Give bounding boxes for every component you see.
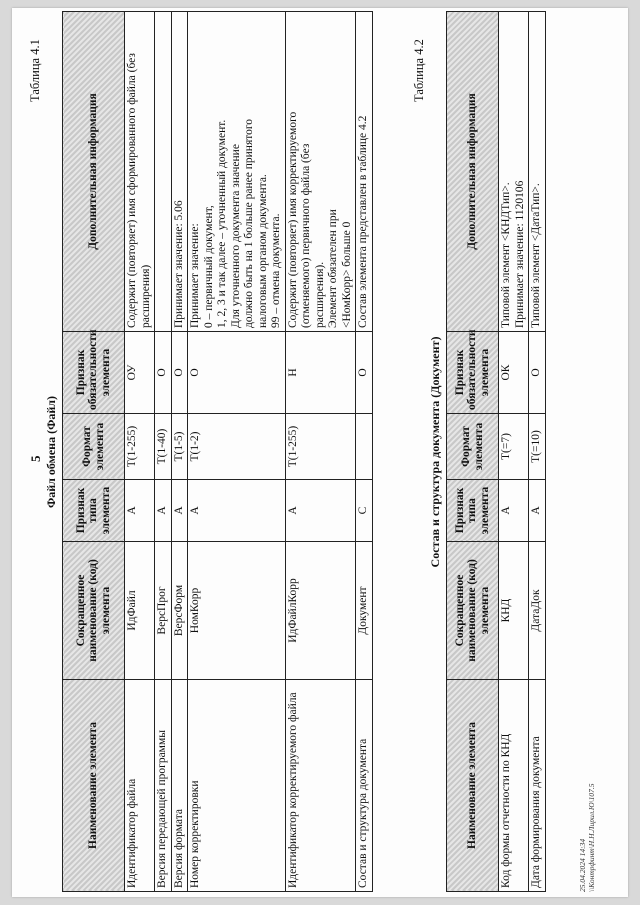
header-cell: Формат элемента bbox=[63, 414, 125, 480]
table2-header-row bbox=[447, 12, 499, 892]
info-line: Для уточненного документа значение bbox=[229, 144, 242, 328]
info-line: Состав элемента представлен в таблице 4.2 bbox=[357, 115, 369, 328]
table1 bbox=[62, 11, 373, 892]
element-required-cell: Н bbox=[285, 332, 356, 414]
element-type-cell: А bbox=[155, 480, 172, 542]
header-cell: Признак обязательности элемента bbox=[63, 332, 125, 414]
info-line: должно быть на 1 больше ранее принятого bbox=[243, 118, 255, 328]
element-format-cell: T(1-2) bbox=[188, 414, 286, 480]
element-format-cell bbox=[356, 414, 373, 480]
info-line: Принимает значение: bbox=[189, 223, 201, 328]
info-line: Содержит (повторяет) имя корректируемого bbox=[286, 111, 299, 328]
element-code-cell: ВерсПрог bbox=[155, 542, 172, 680]
table-row bbox=[171, 12, 188, 892]
info-line: 1, 2, 3 и так далее – уточненный документ. bbox=[216, 119, 228, 328]
element-type-cell: А bbox=[529, 480, 546, 542]
element-required-cell: О bbox=[529, 332, 546, 414]
element-name-cell: Код формы отчетности по КНД bbox=[499, 680, 529, 892]
element-format-cell: T(=10) bbox=[529, 414, 546, 480]
info-line: Содержит (повторяет) имя сформированного файла (без расширения) bbox=[126, 53, 152, 328]
table1-header-row bbox=[63, 12, 125, 892]
info-line: налоговым органом документа. bbox=[256, 174, 269, 328]
element-name-cell: Версия формата bbox=[171, 680, 188, 892]
element-required-cell: О bbox=[155, 332, 172, 414]
element-type-cell: А bbox=[188, 480, 286, 542]
element-code-cell: ИдФайлКорр bbox=[285, 542, 356, 680]
table-row bbox=[499, 12, 529, 892]
element-format-cell: T(1-40) bbox=[155, 414, 172, 480]
footer-date: 25.04.2024 14:34 bbox=[578, 838, 587, 892]
table-row bbox=[356, 12, 373, 892]
element-required-cell: ОК bbox=[499, 332, 529, 414]
header-cell: Формат элемента bbox=[447, 414, 499, 480]
element-name-cell: Версия передающей программы bbox=[155, 680, 172, 892]
header-cell: Признак обязательности элемента bbox=[447, 332, 499, 414]
element-required-cell: О bbox=[188, 332, 286, 414]
additional-info-cell bbox=[171, 12, 188, 332]
info-line: Элемент обязателен при bbox=[327, 209, 339, 328]
table-row bbox=[155, 12, 172, 892]
header-cell: Признак типа элемента bbox=[63, 480, 125, 542]
header-cell: Наименование элемента bbox=[447, 680, 499, 892]
table2-label: Таблица 4.2 bbox=[412, 39, 426, 102]
additional-info-cell bbox=[356, 12, 373, 332]
table1-caption: Файл обмена (Файл) bbox=[44, 395, 58, 509]
additional-info-cell bbox=[499, 12, 529, 332]
info-line: 0 – первичный документ, bbox=[202, 205, 215, 328]
element-format-cell: T(=7) bbox=[499, 414, 529, 480]
element-required-cell: ОУ bbox=[125, 332, 155, 414]
info-line: расширения). bbox=[313, 261, 326, 328]
header-cell: Сокращенное наименование (код) элемента bbox=[447, 542, 499, 680]
table-row bbox=[125, 12, 155, 892]
additional-info-cell bbox=[188, 12, 286, 332]
info-line: Типовой элемент <КНДТип>. bbox=[500, 182, 512, 328]
footer-stamp bbox=[578, 783, 596, 892]
additional-info-cell bbox=[529, 12, 546, 332]
element-code-cell: КНД bbox=[499, 542, 529, 680]
element-required-cell: О bbox=[356, 332, 373, 414]
table-row bbox=[285, 12, 356, 892]
page-number: 5 bbox=[28, 455, 43, 462]
element-format-cell: T(1-255) bbox=[285, 414, 356, 480]
document-page bbox=[12, 8, 628, 897]
info-line: (отменяемого) первичного файла (без bbox=[300, 143, 312, 328]
table1-label: Таблица 4.1 bbox=[28, 39, 42, 102]
element-name-cell: Дата формирования документа bbox=[529, 680, 546, 892]
header-cell: Наименование элемента bbox=[63, 680, 125, 892]
element-name-cell: Состав и структура документа bbox=[356, 680, 373, 892]
element-format-cell: T(1-255) bbox=[125, 414, 155, 480]
additional-info-cell bbox=[155, 12, 172, 332]
info-line: Принимает значение: 5.06 bbox=[172, 200, 185, 328]
rotated-content bbox=[22, 12, 622, 892]
element-code-cell: ИдФайл bbox=[125, 542, 155, 680]
info-line: Принимает значение: 1120106 bbox=[513, 180, 526, 328]
table2-caption: Состав и структура документа (Документ) bbox=[428, 336, 442, 568]
header-cell: Признак типа элемента bbox=[447, 480, 499, 542]
table-row bbox=[529, 12, 546, 892]
info-line: 99 – отмена документа. bbox=[270, 213, 282, 328]
table2 bbox=[446, 11, 546, 892]
element-required-cell: О bbox=[171, 332, 188, 414]
table-row bbox=[188, 12, 286, 892]
element-type-cell: А bbox=[499, 480, 529, 542]
info-line: <НомКорр> больше 0 bbox=[340, 221, 353, 328]
header-cell: Дополнительная информация bbox=[447, 12, 499, 332]
element-format-cell: T(1-5) bbox=[171, 414, 188, 480]
element-code-cell: ДатаДок bbox=[529, 542, 546, 680]
element-name-cell: Идентификатор корректируемого файла bbox=[285, 680, 356, 892]
element-type-cell: А bbox=[171, 480, 188, 542]
element-code-cell: НомКорр bbox=[188, 542, 286, 680]
element-type-cell: А bbox=[125, 480, 155, 542]
additional-info-cell bbox=[125, 12, 155, 332]
info-line: Типовой элемент <ДатаТип>. bbox=[530, 183, 542, 328]
additional-info-cell bbox=[285, 12, 356, 332]
element-name-cell: Идентификатор файла bbox=[125, 680, 155, 892]
element-code-cell: ВерсФорм bbox=[171, 542, 188, 680]
footer-path: \\Контрфинт\Н.Н.Лирил.Ю\107.5 bbox=[587, 783, 596, 892]
header-cell: Сокращенное наименование (код) элемента bbox=[63, 542, 125, 680]
element-type-cell: С bbox=[356, 480, 373, 542]
element-name-cell: Номер корректировки bbox=[188, 680, 286, 892]
element-type-cell: А bbox=[285, 480, 356, 542]
header-cell: Дополнительная информация bbox=[63, 12, 125, 332]
element-code-cell: Документ bbox=[356, 542, 373, 680]
